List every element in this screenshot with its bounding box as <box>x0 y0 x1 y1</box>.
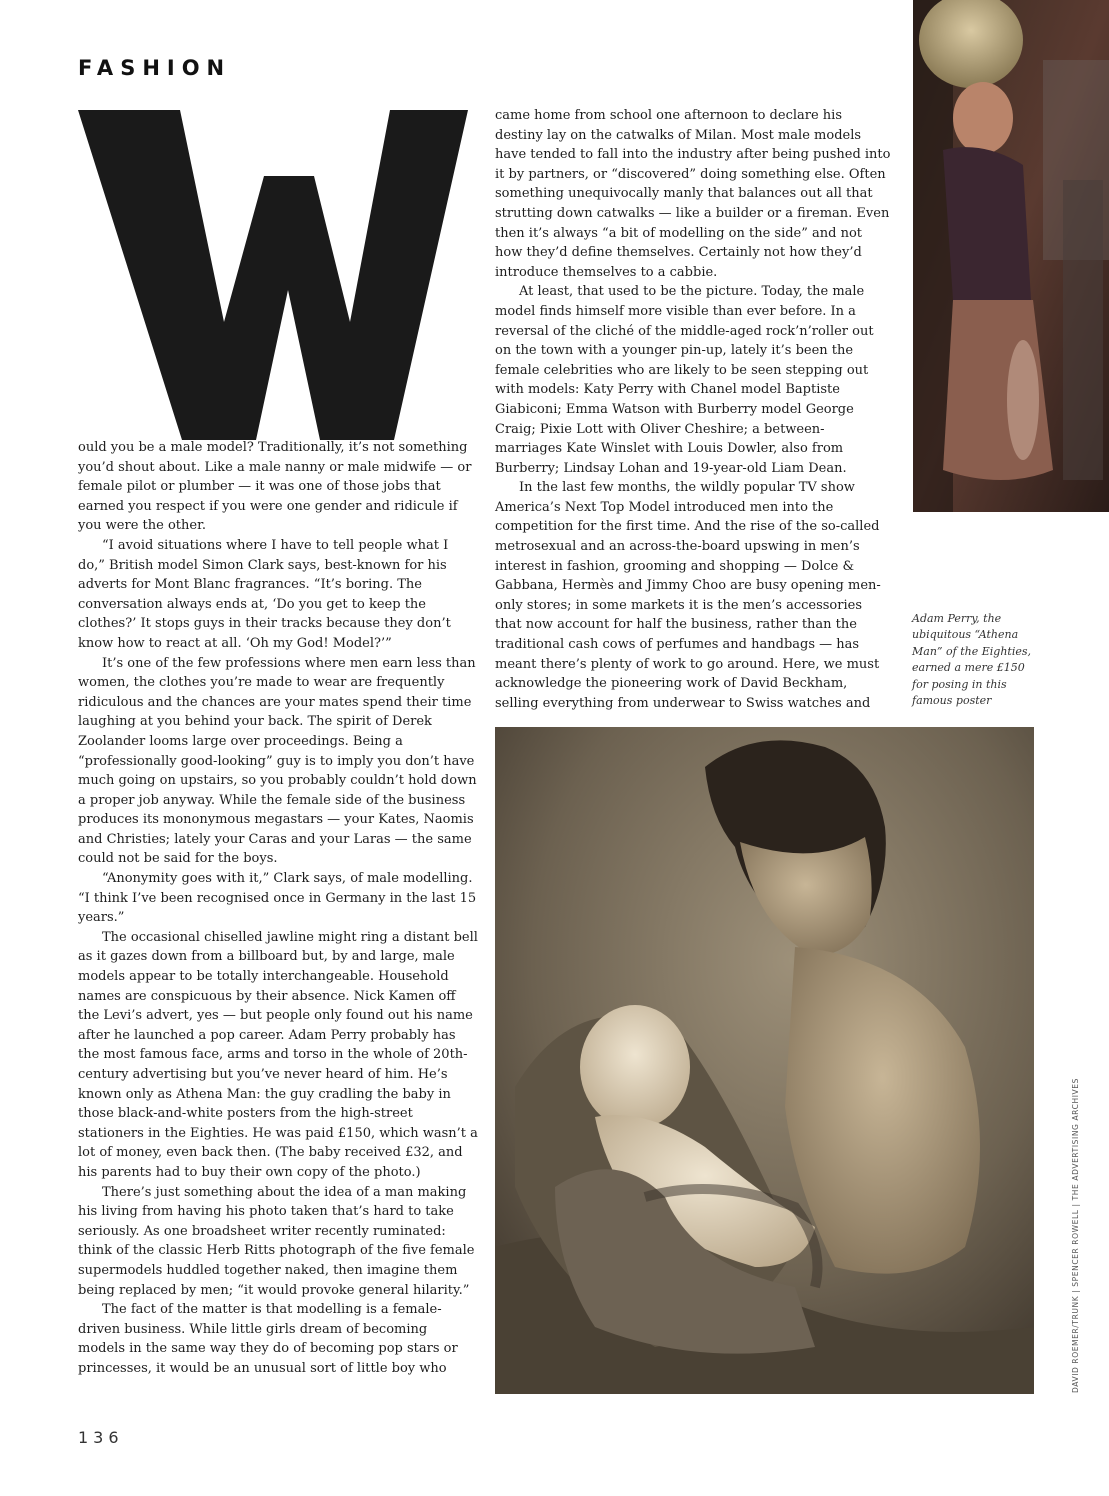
dropcap-letter <box>78 110 468 440</box>
left-paragraph: The fact of the matter is that modelling is a female-driven business. While little girls dream of becoming models in the same way they do of becoming pop stars or princesses, it would be an unusual sort of little boy who <box>78 1302 458 1376</box>
right-paragraph: At least, that used to be the picture. Today, the male model finds himself more visible than ever before. In a reversal of the cliché of the middle-aged rock’n’roller out on the town with a younger pin-up, lately it’s been the female celebrities who are likely to be seen stepping out with models: Katy Perry with Chanel model Baptiste Giabiconi; Emma Watson with Burberry model George Craig; Pixie Lott with Oliver Cheshire; a between-marriages Kate Winslet with Louis Dowler, also from Burberry; Lindsay Lohan and 19-year-old Liam Dean. <box>495 284 874 476</box>
photo-credit: DAVID ROEMER/TRUNK | SPENCER ROWELL | THE ADVERTISING ARCHIVES <box>1071 1078 1080 1393</box>
left-paragraph: There’s just something about the idea of a man making his living from having his photo taken that’s hard to take seriously. As one broadsheet writer recently ruminated: think of the classic Herb Ritts photograph of the five female supermodels huddled together naked, then imagine them being replaced by men; “it would provoke general hilarity.” <box>78 1184 475 1298</box>
page-number: 136 <box>78 1428 124 1447</box>
left-paragraph: It’s one of the few professions where men earn less than women, the clothes you’re made to wear are frequently ridiculous and the chances are your mates spend their time laughing at you behind your back. The spirit of Derek Zoolander looms large over proceedings. Being a “professionally good-looking” guy is to imply you don’t have much going on upstairs, so you probably couldn’t hold down a proper job anyway. While the female side of the business produces its mononymous megastars — your Kates, Naomis and Christies; lately your Caras and your Laras — the same could not be said for the boys. <box>78 655 477 867</box>
top-right-photo <box>913 0 1109 512</box>
section-label: FASHION <box>78 56 232 80</box>
main-photo <box>495 727 1034 1394</box>
left-paragraph: ould you be a male model? Traditionally, it’s not something you’d shout about. Like a male nanny or male midwife — or female pilot or plumber — it was one of those jobs that earned you respect if you were one gender and ridicule if you were the other. <box>78 440 472 534</box>
photo-caption: Adam Perry, the ubiquitous “Athena Man” of the Eighties, earned a mere £150 for posing in this famous poster <box>912 612 1031 708</box>
left-column <box>78 438 478 1379</box>
right-column <box>495 106 891 713</box>
right-paragraph: came home from school one afternoon to declare his destiny lay on the catwalks of Milan. Most male models have tended to fall into the industry after being pushed into it by partners, or “discovered” doing something else. Often something unequivocally manly that balances out all that strutting down catwalks — like a builder or a fireman. Even then it’s always “a bit of modelling on the side” and not how they’d define themselves. Certainly not how they’d introduce themselves to a cabbie. <box>495 108 891 280</box>
right-paragraph: In the last few months, the wildly popular TV show America’s Next Top Model introduced men into the competition for the first time. And the rise of the so-called metrosexual and an across-the-board upswing in men’s interest in fashion, grooming and shopping — Dolce & Gabbana, Hermès and Jimmy Choo are busy opening men-only stores; in some markets it is the men’s accessories that now account for half the business, rather than the traditional cash cows of perfumes and handbags — has meant there’s plenty of work to go around. Here, we must acknowledge the pioneering work of David Beckham, selling everything from underwear to Swiss watches and <box>495 480 881 711</box>
left-paragraph: “Anonymity goes with it,” Clark says, of male modelling. “I think I’ve been recognised once in Germany in the last 15 years.” <box>78 871 477 926</box>
left-paragraph: “I avoid situations where I have to tell people what I do,” British model Simon Clark says, best-known for his adverts for Mont Blanc fragrances. “It’s boring. The conversation always ends at, ‘Do you get to keep the clothes?’ It stops guys in their tracks because they don’t know how to react at all. ‘Oh my God! Model?’” <box>78 537 451 651</box>
left-paragraph: The occasional chiselled jawline might ring a distant bell as it gazes down from a billboard but, by and large, male models appear to be totally interchangeable. Household names are conspicuous by their absence. Nick Kamen off the Levi’s advert, yes — but people only found out his name after he launched a pop career. Adam Perry probably has the most famous face, arms and torso in the whole of 20th-century advertising but you’ve never heard of him. He’s known only as Athena Man: the guy cradling the baby in those black-and-white posters from the high-street stationers in the Eighties. He was paid £150, which wasn’t a lot of money, even back then. (The baby received £32, and his parents had to buy their own copy of the photo.) <box>78 929 478 1180</box>
